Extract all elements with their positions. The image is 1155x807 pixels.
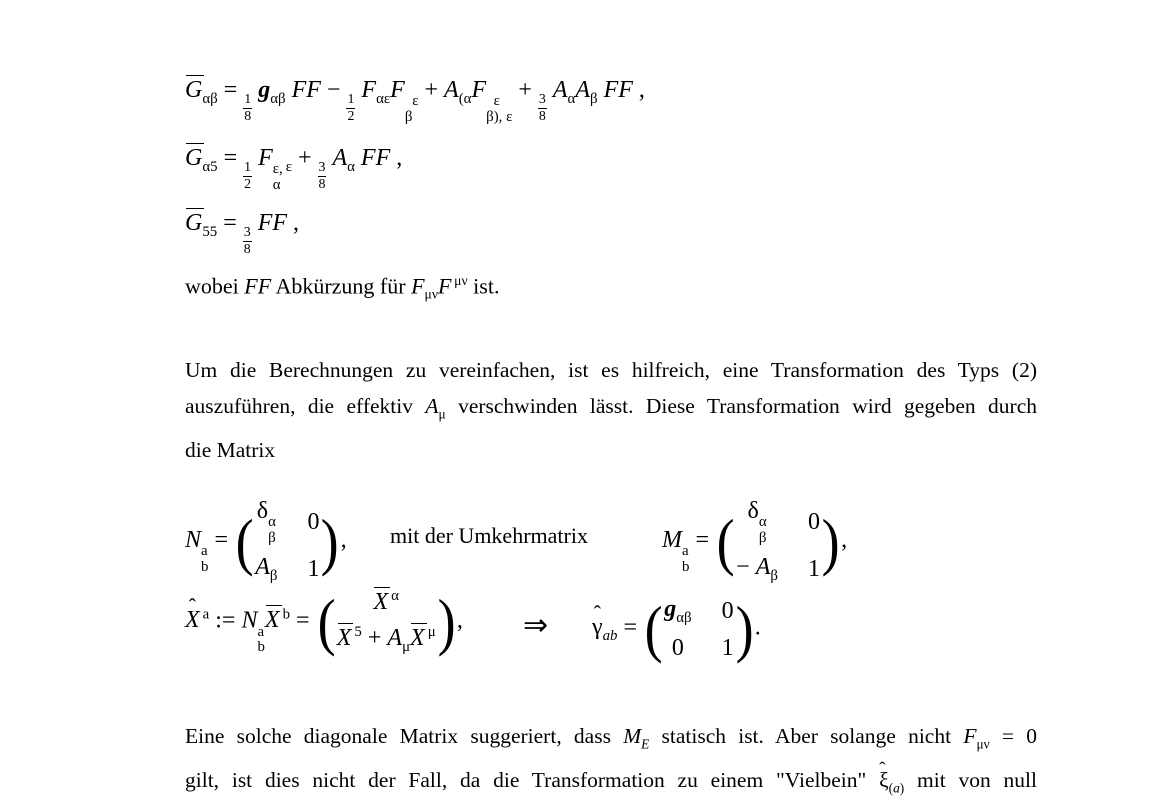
abbreviation-note: wobei FF Abkürzung für $F_{\mu\nu}F$ $^{\mu\nu}$ ist. bbox=[185, 273, 500, 302]
paragraph-diagonal-line2: gilt, ist dies nicht der Fall, da die Transformation zu einem "Vielbein" ξ ˆ$_{(a)}$ mit von null bbox=[185, 762, 1037, 806]
paragraph-transformation bbox=[185, 352, 1037, 468]
equation-matrix-m: M a b = ( δ α β 0 − $A_\beta$ 1 ), bbox=[662, 498, 848, 585]
equation-g-55: $G_{55}$ = $\frac{3}{8}$ FF , bbox=[185, 210, 300, 258]
paragraph-diagonal bbox=[185, 718, 1037, 807]
equation-x-hat: X ˆ $^a$ := N a b X $^b$ = ( X $^\alpha$ X $^5 + A_\mu X$ $^\mu$ ), bbox=[185, 588, 463, 656]
umkehrmatrix-label: mit der Umkehrmatrix bbox=[390, 523, 588, 548]
paragraph-transformation-line3: die Matrix bbox=[185, 438, 276, 463]
equation-gamma-hat: γ ˆ$_{ab}$ = ( $g_{\alpha\beta}$ 0 0 1 ). bbox=[592, 596, 761, 662]
paragraph-transformation-line1: Um die Berechnungen zu vereinfachen, ist es hilfreich, eine Transformation des Typs (2) bbox=[185, 358, 1037, 382]
equation-g-alpha5: $G_{\alpha 5}$ = $\frac{1}{2}$ F ε, α $_\varepsilon$ + $\frac{3}{8}$ $A_\alpha$ FF , bbox=[185, 145, 403, 193]
equation-matrix-n: N a b = ( δ α β 0 $A_\beta$ 1 ), bbox=[185, 498, 347, 585]
paragraph-diagonal-line1: Eine solche diagonale Matrix suggeriert, dass $M_E$ statisch ist. Aber solange nicht $F_{\mu\nu} = 0$ bbox=[185, 724, 1037, 752]
paragraph-transformation-line2: auszuführen, die effektiv $A_\mu$ verschwinden lässt. Diese Transformation wird gegeben durch bbox=[185, 394, 1037, 422]
implies-arrow: ⇒ bbox=[523, 609, 549, 642]
equation-g-alphabeta: $G_{\alpha\beta}$ = $\frac{1}{8}$ $g_{\alpha\beta}$ FF − $\frac{1}{2}$ $F_{\alpha\varepsilon}F$ ε β + $A_{(\alpha}F$ ε β), ε + $\frac{3}{8}$ $A_\alpha A_\beta$ FF , bbox=[185, 77, 645, 125]
